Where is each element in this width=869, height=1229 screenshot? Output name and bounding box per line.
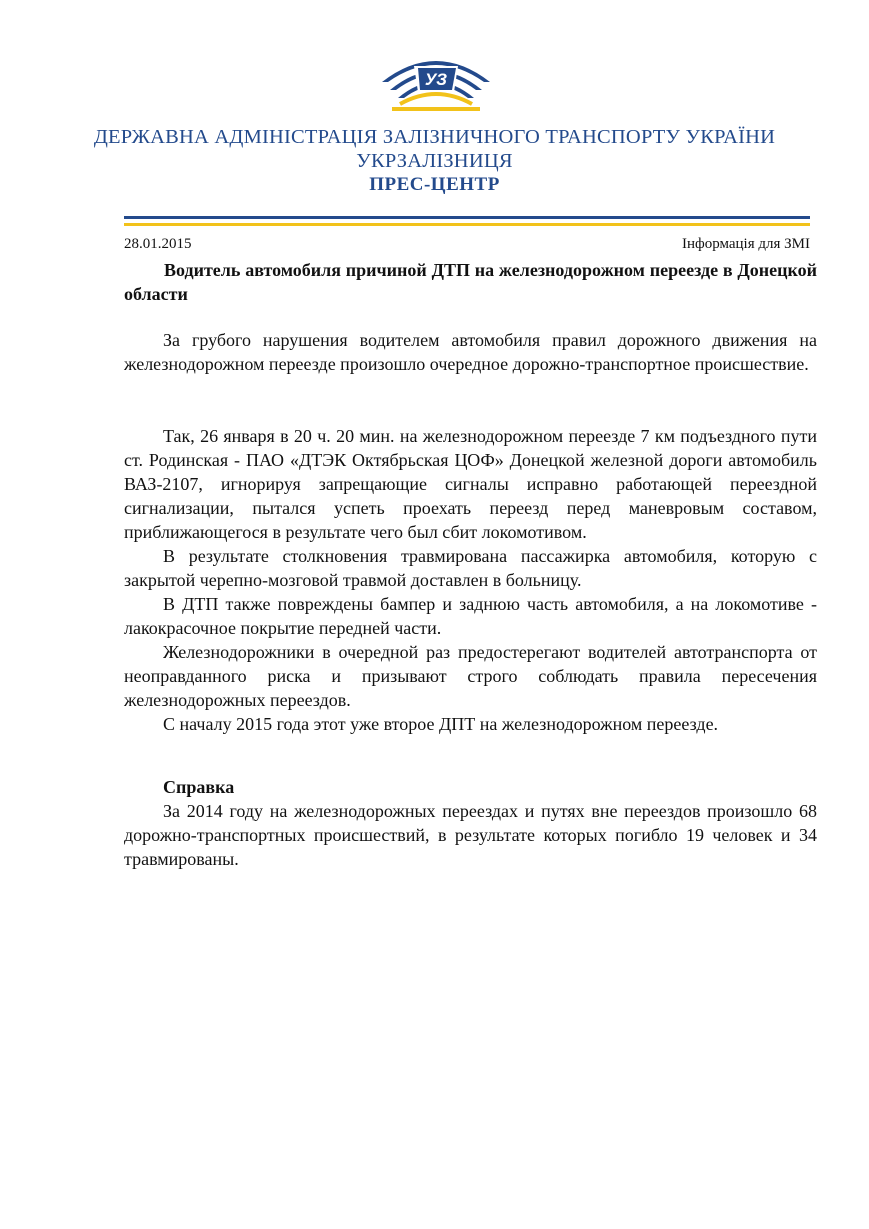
org-name-line-2: УКРЗАЛІЗНИЦЯ (356, 150, 513, 172)
logo-text: УЗ (424, 70, 448, 89)
intro-block (124, 328, 817, 376)
ukrzaliznytsia-logo-icon (380, 44, 492, 112)
reference-text: За 2014 году на железнодорожных переездах и путях вне переездов произошло 68 дорожно-транспортных происшествий, в результате которых погибло 19 человек и 34 травмированы. (124, 801, 817, 869)
header-divider-blue (124, 216, 810, 219)
paragraph-intro: За грубого нарушения водителем автомобиля правил дорожного движения на железнодорожном переезде произошло очередное дорожно-транспортное происшествие. (124, 330, 817, 374)
paragraph-damage: В ДТП также повреждены бампер и заднюю часть автомобиля, а на локомотиве - лакокрасочное покрытие передней части. (124, 594, 817, 638)
paragraph-incident: Так, 26 января в 20 ч. 20 мин. на железнодорожном переезде 7 км подъездного пути ст. Родинская - ПАО «ДТЭК Октябрьская ЦОФ» Донецкой железной дороги автомобиль ВАЗ-2107, игнорируя запрещающие сигналы исправно работающей переездной сигнализации, пытался успеть проехать переезд перед маневровым составом, приближающегося в результате чего был сбит локомотивом. (124, 426, 817, 542)
reference-block (124, 775, 817, 871)
release-audience: Інформація для ЗМІ (681, 236, 810, 252)
release-date: 28.01.2015 (124, 236, 192, 252)
main-block (124, 424, 817, 736)
paragraph-injury: В результате столкновения травмирована пассажирка автомобиля, которую с закрытой черепно-мозговой травмой доставлен в больницу. (124, 546, 817, 590)
press-center-title: ПРЕС-ЦЕНТР (369, 174, 500, 195)
org-name-line-1: ДЕРЖАВНА АДМІНІСТРАЦІЯ ЗАЛІЗНИЧНОГО ТРАНСПОРТУ УКРАЇНИ (93, 126, 776, 148)
reference-title: Справка (163, 777, 235, 797)
paragraph-warning: Железнодорожники в очередной раз предостерегают водителей автотранспорта от неоправданного риска и призывают строго соблюдать правила пересечения железнодорожных переездов. (124, 642, 817, 710)
header-divider-yellow (124, 223, 810, 226)
headline: Водитель автомобиля причиной ДТП на железнодорожном переезде в Донецкой области (124, 260, 817, 304)
paragraph-statistic: С началу 2015 года этот уже второе ДПТ на железнодорожном переезде. (163, 714, 719, 734)
